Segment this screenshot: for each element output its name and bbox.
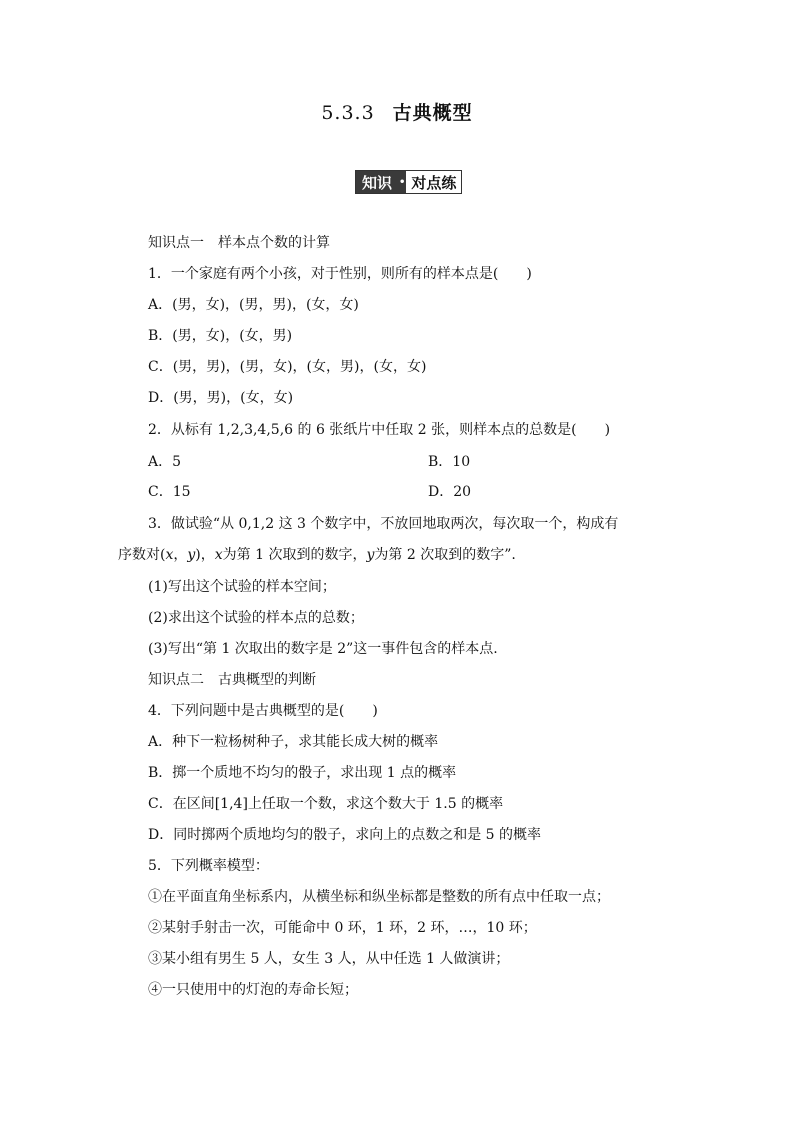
question-4-option-b: B．掷一个质地不均匀的骰子，求出现 1 点的概率	[148, 765, 457, 781]
question-2-option-b: B．10	[428, 454, 471, 470]
page-title	[0, 98, 794, 125]
question-5-item-3: ③某小组有男生 5 人，女生 3 人，从中任选 1 人做演讲；	[148, 951, 510, 967]
question-3-line-2	[118, 545, 516, 565]
question-3-part-1: (1)写出这个试验的样本空间；	[148, 579, 336, 595]
question-4-option-d: D．同时掷两个质地均匀的骰子，求向上的点数之和是 5 的概率	[148, 827, 542, 843]
q3-text: 为第 2 次取到的数字”.	[374, 547, 516, 563]
question-5-item-2: ②某射手射击一次，可能命中 0 环，1 环，2 环，…，10 环；	[148, 920, 537, 936]
variable-y: y	[366, 547, 375, 563]
variable-x: x	[214, 547, 223, 563]
question-4: 4．下列问题中是古典概型的是( )	[148, 703, 378, 719]
question-2-option-a: A．5	[148, 454, 182, 470]
q3-comma: ，	[173, 547, 188, 563]
question-4-option-a: A．种下一粒杨树种子，求其能长成大树的概率	[148, 734, 439, 750]
section-title: 古典概型	[392, 102, 473, 124]
question-5: 5．下列概率模型：	[148, 858, 269, 874]
question-1-option-b: B．(男，女)，(女，男)	[148, 328, 293, 344]
question-1-option-c: C．(男，男)，(男，女)，(女，男)，(女，女)	[148, 359, 427, 375]
knowledge-point-1-heading: 知识点一 样本点个数的计算	[148, 235, 330, 251]
variable-x: x	[165, 547, 174, 563]
question-5-item-4: ④一只使用中的灯泡的寿命长短；	[148, 982, 358, 998]
question-3-line-1: 3．做试验“从 0,1,2 这 3 个数字中，不放回地取两次，每次取一个，构成有	[148, 516, 619, 532]
question-2: 2．从标有 1,2,3,4,5,6 的 6 张纸片中任取 2 张，则样本点的总数是( )	[148, 422, 611, 438]
badge-right: 对点练	[406, 171, 461, 193]
question-3-part-3: (3)写出“第 1 次取出的数字是 2”这一事件包含的样本点.	[148, 641, 498, 657]
q3-text: 为第 1 次取到的数字，	[222, 547, 367, 563]
section-badge	[355, 170, 462, 194]
badge-left: 知识	[356, 171, 398, 193]
knowledge-point-2-heading: 知识点二 古典概型的判断	[148, 672, 316, 688]
section-number: 5.3.3	[321, 102, 375, 124]
question-2-option-c: C．15	[148, 484, 191, 500]
question-5-item-1: ①在平面直角坐标系内，从横坐标和纵坐标都是整数的所有点中任取一点；	[148, 889, 610, 905]
badge-dot: •	[398, 171, 406, 193]
question-2-option-d: D．20	[428, 484, 472, 500]
variable-y: y	[187, 547, 196, 563]
q3-text: )，	[195, 547, 215, 563]
question-1-option-a: A．(男，女)，(男，男)，(女，女)	[148, 297, 359, 313]
question-1-option-d: D．(男，男)，(女，女)	[148, 390, 294, 406]
q3-text: 序数对(	[118, 547, 166, 563]
question-4-option-c: C．在区间[1,4]上任取一个数，求这个数大于 1.5 的概率	[148, 796, 504, 812]
question-1: 1．一个家庭有两个小孩，对于性别，则所有的样本点是( )	[148, 266, 532, 282]
question-3-part-2: (2)求出这个试验的样本点的总数；	[148, 610, 364, 626]
